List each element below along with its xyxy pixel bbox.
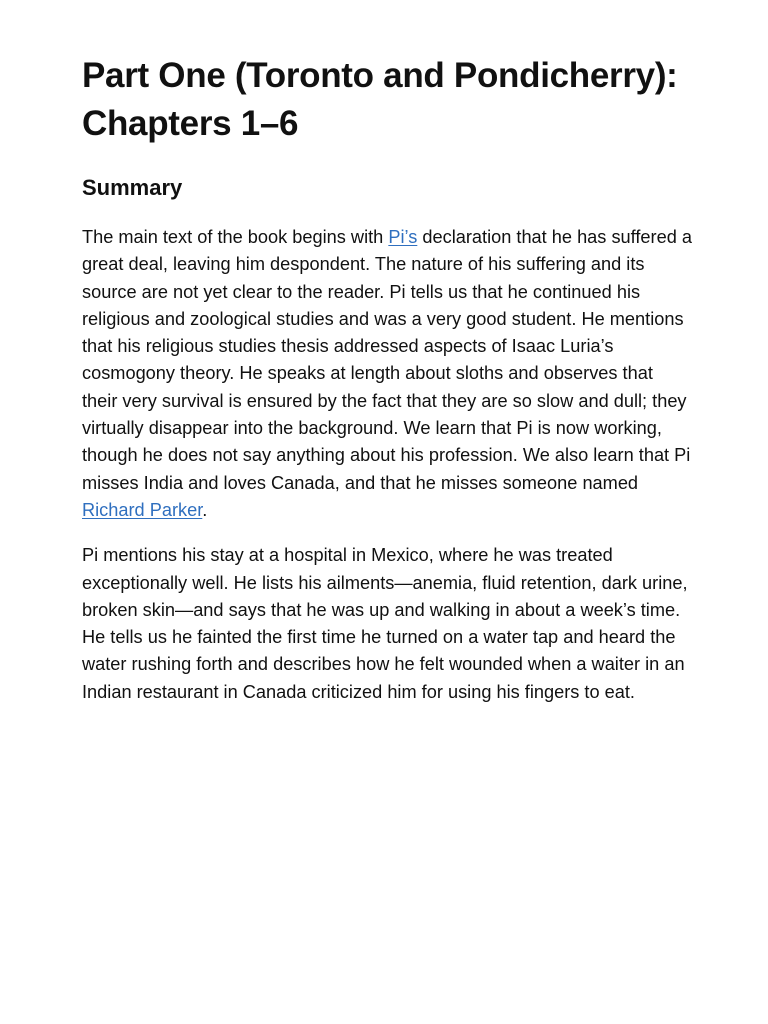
section-heading: Summary [82, 175, 183, 200]
article [82, 52, 692, 706]
summary-paragraph-2: Pi mentions his stay at a hospital in Mexico, where he was treated exceptionally well. He lists his ailments—anemia, fluid retention, dark urine, broken skin—and says that he was up and walking in about a week’s time. He tells us he fainted the first time he turned on a water tap and heard the water rushing forth and describes how he felt wounded when a waiter in an Indian restaurant in Canada criticized him for using his fingers to eat. [82, 545, 688, 702]
page-title: Part One (Toronto and Pondicherry): Chapters 1–6 [82, 56, 678, 143]
richard-parker-character-link[interactable]: Richard Parker [82, 499, 203, 520]
paragraph-text: . [202, 499, 208, 520]
paragraph-text: declaration that he has suffered a great deal, leaving him despondent. The nature of his suffering and its source are not yet clear to the reader. Pi tells us that he continued his religious and zoological studies and was a very good student. He mentions that his religious studies thesis addressed aspects of Isaac Luria’s cosmogony theory. He speaks at length about sloths and observes that their very survival is ensured by the fact that they are so slow and dull; they virtually disappear into the background. We learn that Pi is now working, though he does not say anything about his profession. We also learn that Pi misses India and loves Canada, and that he misses someone named [82, 227, 692, 493]
summary-paragraph-1 [82, 224, 692, 524]
paragraph-text: The main text of the book begins with [82, 227, 389, 247]
pi-character-link[interactable]: Pi’s [388, 227, 418, 247]
